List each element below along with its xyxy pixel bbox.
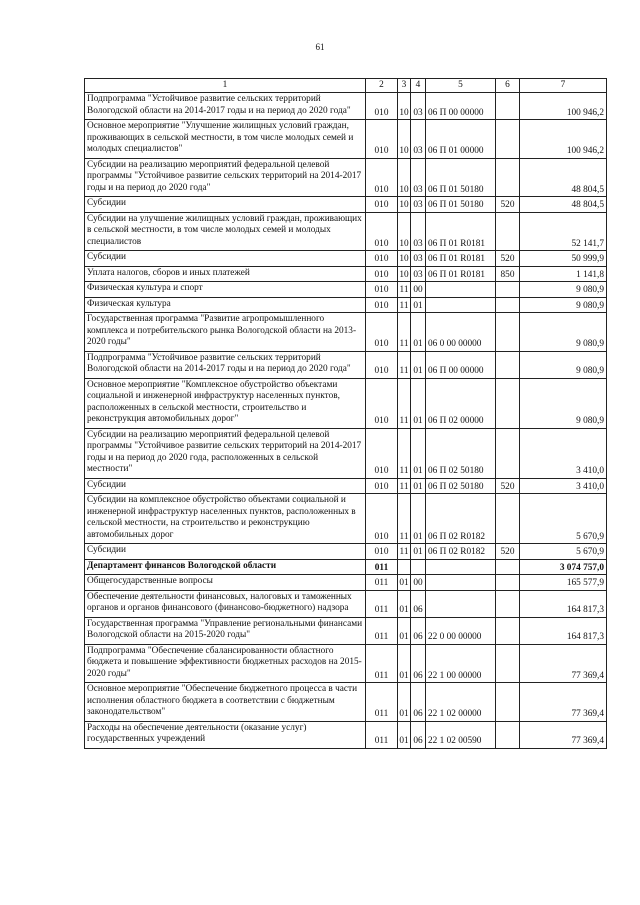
- row-name: Физическая культура: [85, 297, 366, 313]
- row-ministry-code: 010: [366, 120, 398, 159]
- row-ministry-code: 011: [366, 559, 398, 575]
- row-subsection-code: 00: [411, 575, 426, 591]
- row-expense-type: 520: [496, 478, 520, 494]
- table-row: [85, 282, 607, 298]
- row-target-article: 06 П 01 R0181: [426, 266, 496, 282]
- table-row: [85, 683, 607, 722]
- row-section-code: 01: [398, 617, 411, 644]
- header-col-7: 7: [520, 79, 607, 93]
- row-ministry-code: 010: [366, 297, 398, 313]
- row-expense-type: [496, 351, 520, 378]
- row-section-code: 10: [398, 197, 411, 213]
- row-ministry-code: 011: [366, 617, 398, 644]
- row-name: Субсидии: [85, 478, 366, 494]
- table-row: [85, 494, 607, 544]
- row-amount: 48 804,5: [520, 158, 607, 197]
- row-expense-type: [496, 683, 520, 722]
- row-ministry-code: 011: [366, 575, 398, 591]
- table-row: [85, 120, 607, 159]
- row-expense-type: [496, 590, 520, 617]
- row-amount: 3 410,0: [520, 428, 607, 478]
- table-row: [85, 251, 607, 267]
- row-ministry-code: 010: [366, 351, 398, 378]
- row-section-code: 11: [398, 351, 411, 378]
- row-name: Государственная программа "Управление региональными финансами Вологодской области на 2015-2020 годы": [85, 617, 366, 644]
- row-section-code: 10: [398, 251, 411, 267]
- header-col-5: 5: [426, 79, 496, 93]
- row-amount: 50 999,9: [520, 251, 607, 267]
- header-col-4: 4: [411, 79, 426, 93]
- row-amount: 164 817,3: [520, 617, 607, 644]
- row-name: Департамент финансов Вологодской области: [85, 559, 366, 575]
- row-ministry-code: 010: [366, 282, 398, 298]
- row-expense-type: [496, 282, 520, 298]
- row-target-article: 06 П 01 00000: [426, 120, 496, 159]
- table-row: [85, 559, 607, 575]
- row-name: Основное мероприятие "Обеспечение бюджетного процесса в части исполнения областного бюджета в соответствии с бюджетным законодательством": [85, 683, 366, 722]
- row-name: Субсидии: [85, 544, 366, 560]
- row-name: Физическая культура и спорт: [85, 282, 366, 298]
- row-amount: 9 080,9: [520, 351, 607, 378]
- row-subsection-code: 06: [411, 644, 426, 683]
- row-expense-type: [496, 428, 520, 478]
- row-target-article: 22 1 02 00590: [426, 721, 496, 748]
- row-target-article: 06 П 02 R0182: [426, 494, 496, 544]
- row-ministry-code: 010: [366, 197, 398, 213]
- row-expense-type: [496, 313, 520, 352]
- row-name: Общегосударственные вопросы: [85, 575, 366, 591]
- row-expense-type: [496, 378, 520, 428]
- row-ministry-code: 010: [366, 93, 398, 120]
- table-row: [85, 617, 607, 644]
- row-section-code: 11: [398, 494, 411, 544]
- row-subsection-code: 06: [411, 721, 426, 748]
- row-subsection-code: 01: [411, 297, 426, 313]
- row-ministry-code: 011: [366, 644, 398, 683]
- row-target-article: 06 0 00 00000: [426, 313, 496, 352]
- row-amount: 3 410,0: [520, 478, 607, 494]
- row-expense-type: 520: [496, 251, 520, 267]
- row-name: Субсидии на реализацию мероприятий федеральной целевой программы "Устойчивое развитие сельских территорий на 2014-2017 годы и на период до 2020 года": [85, 158, 366, 197]
- row-ministry-code: 010: [366, 544, 398, 560]
- row-section-code: [398, 559, 411, 575]
- row-ministry-code: 010: [366, 212, 398, 251]
- table-row: [85, 590, 607, 617]
- row-amount: 9 080,9: [520, 313, 607, 352]
- row-target-article: [426, 559, 496, 575]
- row-section-code: 10: [398, 158, 411, 197]
- row-subsection-code: 03: [411, 266, 426, 282]
- row-section-code: 01: [398, 575, 411, 591]
- header-col-3: 3: [398, 79, 411, 93]
- row-section-code: 11: [398, 428, 411, 478]
- row-subsection-code: 03: [411, 93, 426, 120]
- row-ministry-code: 010: [366, 478, 398, 494]
- row-section-code: 01: [398, 683, 411, 722]
- row-amount: 77 369,4: [520, 683, 607, 722]
- row-target-article: 06 П 01 50180: [426, 197, 496, 213]
- table-row: [85, 351, 607, 378]
- row-expense-type: [496, 93, 520, 120]
- row-name: Расходы на обеспечение деятельности (оказание услуг) государственных учреждений: [85, 721, 366, 748]
- row-ministry-code: 010: [366, 378, 398, 428]
- row-section-code: 11: [398, 297, 411, 313]
- header-col-2: 2: [366, 79, 398, 93]
- table-row: [85, 266, 607, 282]
- row-amount: 9 080,9: [520, 282, 607, 298]
- row-target-article: [426, 590, 496, 617]
- table-row: [85, 378, 607, 428]
- table-row: [85, 212, 607, 251]
- row-name: Основное мероприятие "Комплексное обустройство объектами социальной и инженерной инфраструктур населенных пунктов, расположенных в сельской местности, строительство и реконструкция автомобильных дорог": [85, 378, 366, 428]
- row-target-article: 06 П 02 50180: [426, 478, 496, 494]
- row-target-article: 06 П 00 00000: [426, 93, 496, 120]
- table-row: [85, 197, 607, 213]
- row-expense-type: [496, 297, 520, 313]
- row-name: Субсидии на улучшение жилищных условий граждан, проживающих в сельской местности, в том числе молодых семей и молодых специалистов: [85, 212, 366, 251]
- table-row: [85, 644, 607, 683]
- header-col-6: 6: [496, 79, 520, 93]
- table-header-row: [85, 79, 607, 93]
- row-name: Основное мероприятие "Улучшение жилищных условий граждан, проживающих в сельской местности, в том числе молодых семей и молодых специалистов": [85, 120, 366, 159]
- row-ministry-code: 011: [366, 721, 398, 748]
- row-subsection-code: 01: [411, 478, 426, 494]
- table-row: [85, 721, 607, 748]
- row-section-code: 11: [398, 282, 411, 298]
- row-ministry-code: 010: [366, 158, 398, 197]
- table-row: [85, 575, 607, 591]
- row-ministry-code: 010: [366, 313, 398, 352]
- row-amount: 77 369,4: [520, 644, 607, 683]
- row-expense-type: [496, 617, 520, 644]
- row-target-article: [426, 297, 496, 313]
- row-target-article: 06 П 02 50180: [426, 428, 496, 478]
- row-subsection-code: 01: [411, 378, 426, 428]
- row-amount: 9 080,9: [520, 297, 607, 313]
- row-target-article: [426, 282, 496, 298]
- table-row: [85, 158, 607, 197]
- row-amount: 52 141,7: [520, 212, 607, 251]
- row-ministry-code: 010: [366, 251, 398, 267]
- row-ministry-code: 010: [366, 266, 398, 282]
- row-name: Подпрограмма "Устойчивое развитие сельских территорий Вологодской области на 2014-2017 годы и на период до 2020 года": [85, 351, 366, 378]
- row-name: Государственная программа "Развитие агропромышленного комплекса и потребительского рынка Вологодской области на 2013-2020 годы": [85, 313, 366, 352]
- row-subsection-code: 01: [411, 351, 426, 378]
- row-name: Субсидии: [85, 197, 366, 213]
- row-amount: 77 369,4: [520, 721, 607, 748]
- row-amount: 5 670,9: [520, 544, 607, 560]
- table-row: [85, 313, 607, 352]
- row-target-article: 06 П 02 R0182: [426, 544, 496, 560]
- row-subsection-code: 01: [411, 428, 426, 478]
- row-expense-type: [496, 644, 520, 683]
- row-section-code: 01: [398, 644, 411, 683]
- row-expense-type: [496, 575, 520, 591]
- row-expense-type: [496, 721, 520, 748]
- row-amount: 1 141,8: [520, 266, 607, 282]
- row-expense-type: [496, 158, 520, 197]
- row-subsection-code: 03: [411, 197, 426, 213]
- table-row: [85, 428, 607, 478]
- row-name: Подпрограмма "Устойчивое развитие сельских территорий Вологодской области на 2014-2017 годы и на период до 2020 года": [85, 93, 366, 120]
- row-target-article: 06 П 01 50180: [426, 158, 496, 197]
- row-subsection-code: 03: [411, 212, 426, 251]
- row-subsection-code: 06: [411, 683, 426, 722]
- row-target-article: 06 П 02 00000: [426, 378, 496, 428]
- row-section-code: 10: [398, 93, 411, 120]
- row-subsection-code: 01: [411, 313, 426, 352]
- row-section-code: 10: [398, 212, 411, 251]
- row-amount: 9 080,9: [520, 378, 607, 428]
- row-section-code: 10: [398, 266, 411, 282]
- row-target-article: 06 П 01 R0181: [426, 251, 496, 267]
- row-expense-type: [496, 120, 520, 159]
- row-name: Субсидии на реализацию мероприятий федеральной целевой программы "Устойчивое развитие сельских территорий на 2014-2017 годы и на период до 2020 года, расположенных в сельской местности": [85, 428, 366, 478]
- row-ministry-code: 011: [366, 590, 398, 617]
- row-target-article: 22 1 02 00000: [426, 683, 496, 722]
- row-name: Субсидии на комплексное обустройство объектами социальной и инженерной инфраструктур населенных пунктов, расположенных в сельской местности, на строительство и реконструкцию автомобильных дорог: [85, 494, 366, 544]
- row-expense-type: [496, 559, 520, 575]
- row-ministry-code: 010: [366, 494, 398, 544]
- row-subsection-code: 03: [411, 158, 426, 197]
- row-section-code: 11: [398, 544, 411, 560]
- row-name: Подпрограмма "Обеспечение сбалансированности областного бюджета и повышение эффективности бюджетных расходов на 2015-2020 годы": [85, 644, 366, 683]
- row-subsection-code: 03: [411, 120, 426, 159]
- row-ministry-code: 011: [366, 683, 398, 722]
- row-subsection-code: 06: [411, 590, 426, 617]
- row-expense-type: 520: [496, 544, 520, 560]
- row-section-code: 01: [398, 721, 411, 748]
- row-section-code: 10: [398, 120, 411, 159]
- row-amount: 100 946,2: [520, 120, 607, 159]
- row-target-article: [426, 575, 496, 591]
- row-amount: 100 946,2: [520, 93, 607, 120]
- row-name: Уплата налогов, сборов и иных платежей: [85, 266, 366, 282]
- row-target-article: 22 1 00 00000: [426, 644, 496, 683]
- table-row: [85, 93, 607, 120]
- row-section-code: 01: [398, 590, 411, 617]
- table-row: [85, 297, 607, 313]
- row-subsection-code: 01: [411, 494, 426, 544]
- row-section-code: 11: [398, 313, 411, 352]
- row-amount: 5 670,9: [520, 494, 607, 544]
- row-target-article: 06 П 00 00000: [426, 351, 496, 378]
- budget-table: [84, 78, 607, 749]
- row-subsection-code: 06: [411, 617, 426, 644]
- page-number: 61: [315, 42, 325, 52]
- row-expense-type: 850: [496, 266, 520, 282]
- row-amount: 164 817,3: [520, 590, 607, 617]
- row-amount: 3 074 757,0: [520, 559, 607, 575]
- header-col-1: 1: [85, 79, 366, 93]
- row-ministry-code: 010: [366, 428, 398, 478]
- row-name: Обеспечение деятельности финансовых, налоговых и таможенных органов и органов финансового (финансово-бюджетного) надзора: [85, 590, 366, 617]
- row-expense-type: [496, 212, 520, 251]
- row-subsection-code: 03: [411, 251, 426, 267]
- row-subsection-code: [411, 559, 426, 575]
- row-amount: 48 804,5: [520, 197, 607, 213]
- row-subsection-code: 00: [411, 282, 426, 298]
- row-amount: 165 577,9: [520, 575, 607, 591]
- row-section-code: 11: [398, 478, 411, 494]
- row-subsection-code: 01: [411, 544, 426, 560]
- row-name: Субсидии: [85, 251, 366, 267]
- row-expense-type: 520: [496, 197, 520, 213]
- table-row: [85, 544, 607, 560]
- row-section-code: 11: [398, 378, 411, 428]
- table-row: [85, 478, 607, 494]
- row-target-article: 06 П 01 R0181: [426, 212, 496, 251]
- row-expense-type: [496, 494, 520, 544]
- row-target-article: 22 0 00 00000: [426, 617, 496, 644]
